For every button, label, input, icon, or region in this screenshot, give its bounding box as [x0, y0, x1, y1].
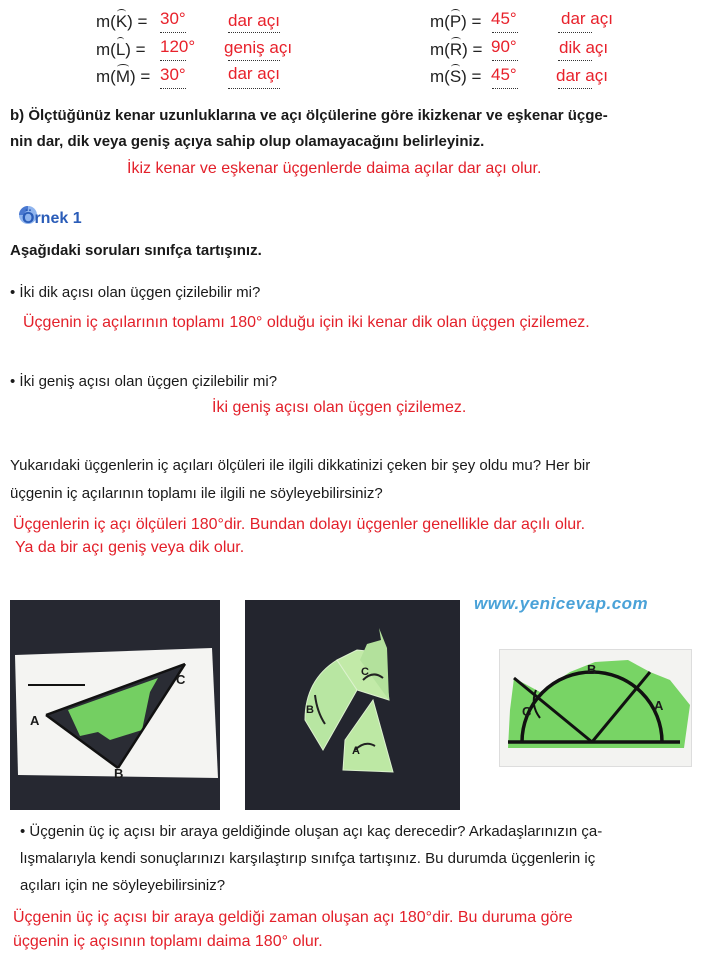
type-k: dar açı — [228, 11, 280, 30]
angle-letter: S — [449, 67, 462, 86]
angle-letter: P — [449, 12, 462, 31]
final-question-line2: lışmalarıyla kendi sonuçlarınızı karşılaştırıp sınıfça tartışınız. Bu durumda üçgenlerin iç — [20, 850, 596, 867]
angle-letter: L — [115, 40, 126, 59]
photo2-label-b: B — [306, 704, 314, 716]
angle-row-k: m(K) = — [96, 12, 148, 31]
photo1-label-b: B — [114, 766, 124, 781]
value-p: 45° — [491, 9, 517, 28]
final-answer-line1: Üçgenin üç iç açısı bir araya geldiği zaman oluşan açı 180°dir. Bu duruma göre — [13, 909, 573, 926]
answer-1: Üçgenin iç açılarının toplamı 180° olduğu için iki kenar dik olan üçgen çizilemez. — [23, 314, 590, 331]
value-m: 30° — [160, 65, 186, 84]
answer-2: İki geniş açısı olan üçgen çizilemez. — [212, 399, 467, 416]
photo1-label-a: A — [30, 713, 40, 728]
part-b-label: b) — [10, 107, 25, 124]
photo-triangle-paper — [10, 600, 220, 810]
angle-row-s: m(S) = — [430, 67, 482, 86]
paragraph-line1: Yukarıdaki üçgenlerin iç açıları ölçüleri ile ilgili dikkatinizi çeken bir şey oldu mu? Her bir — [10, 457, 591, 474]
final-question-line3: açıları için ne söyleyebilirsiniz? — [20, 877, 226, 894]
photo-semicircle — [499, 649, 692, 767]
example-instruction: Aşağıdaki soruları sınıfça tartışınız. — [10, 242, 262, 259]
value-k: 30° — [160, 9, 186, 28]
angle-row-m: m(M) = — [96, 67, 151, 86]
value-l: 120° — [160, 37, 196, 56]
final-answer-line2: üçgenin iç açısının toplamı daima 180° olur. — [13, 933, 323, 950]
watermark: www.yenicevap.com — [474, 594, 649, 613]
angle-row-l: m(L) = — [96, 40, 146, 59]
angle-row-r: m(R) = — [430, 40, 483, 59]
photo3-label-a: A — [654, 698, 664, 713]
answer-3-line1: Üçgenlerin iç açı ölçüleri 180°dir. Bundan dolayı üçgenler genellikle dar açılı olur. — [13, 516, 586, 533]
type-l: geniş açı — [224, 38, 293, 57]
part-b-line2: nin dar, dik veya geniş açıya sahip olup olamayacağını belirleyiniz. — [10, 133, 485, 150]
angle-letter: M — [115, 67, 130, 86]
photo1-label-c: C — [176, 672, 186, 687]
final-question-line1: • Üçgenin üç iç açısı bir araya geldiğinde oluşan açı kaç derecedir? Arkadaşlarınızın ça- — [20, 823, 603, 840]
photo2-label-a: A — [352, 745, 360, 757]
photo2-label-c: C — [361, 666, 369, 678]
value-s: 45° — [491, 65, 517, 84]
example-title: Örnek 1 — [22, 210, 82, 227]
angle-row-p: m(P) = — [430, 12, 482, 31]
type-r: dik açı — [559, 38, 609, 57]
question-1: • İki dik açısı olan üçgen çizilebilir mi? — [10, 284, 261, 301]
photo3-label-b: B — [587, 662, 597, 677]
angle-letter: R — [449, 40, 463, 59]
part-b-line1: b) Ölçtüğünüz kenar uzunluklarına ve açı ölçülerine göre ikizkenar ve eşkenar üçge- — [10, 107, 608, 124]
part-b-answer: İkiz kenar ve eşkenar üçgenlerde daima açılar dar açı olur. — [127, 160, 542, 177]
photo3-label-c: C — [522, 704, 532, 719]
answer-3-line2: Ya da bir açı geniş veya dik olur. — [15, 539, 245, 556]
paragraph-line2: üçgenin iç açılarının toplamı ile ilgili ne söyleyebilirsiniz? — [10, 485, 383, 502]
question-2: • İki geniş açısı olan üçgen çizilebilir mi? — [10, 373, 278, 390]
type-p: dar açı — [561, 9, 613, 28]
angle-letter: K — [115, 12, 128, 31]
type-m: dar açı — [228, 64, 280, 83]
photo-torn-corners — [245, 600, 460, 810]
value-r: 90° — [491, 37, 517, 56]
type-s: dar açı — [556, 66, 608, 85]
